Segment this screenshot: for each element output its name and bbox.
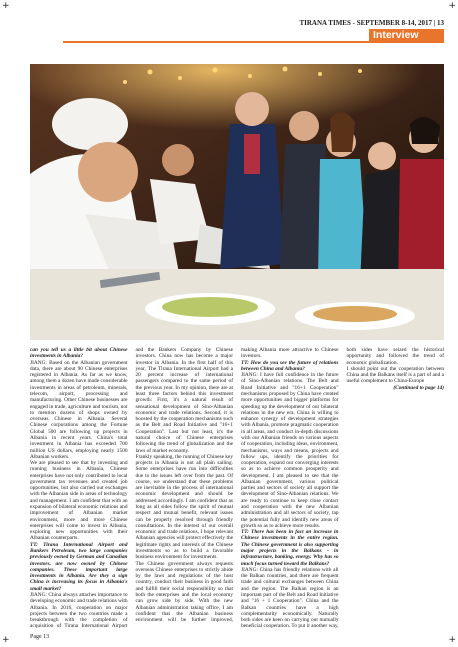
- crop-mark-top-left: +: [2, 1, 10, 11]
- running-head: TIRANA TIMES - SEPTEMBER 8-14, 2017 | 13: [299, 19, 444, 27]
- continuation-note: (Continued to page 14): [393, 384, 444, 391]
- crop-mark-top-right: +: [448, 1, 456, 11]
- answer-paragraph: I should point out the cooperation between China and the Balkans itself is a part of and a useful complement to China-Europe: [346, 365, 444, 385]
- answer-paragraph: JIANG: Based on the Albanian government data, there are about 90 Chinese enterprises registered in Albania. As far as we know, among them a dozen have made considerable investments in areas of petroleum, minerals, telecom, airport, processing and manufacturing. Other Chinese businesses are engaged in trade, agriculture and tourism, not to mention dozens of shops owned by overseas Chinese in Albania. Several Chinese corporations among the Fortune Global 500 are following up projects in Albania in recent years. China's total investment in Albania has exceeded 700 million US dollars, employing nearly 1500 Albanian workers.: [30, 359, 128, 460]
- answer-paragraph: We are pleased to see that by investing and running business in Albania, Chinese enterprises have not only contributed to local government tax revenues and created job opportunities, but also carried out exchanges with the Albanian side in areas of technology and management. I am confident that with an expansion of bilateral economic relations and improvement of Albanian market environment, more and more Chinese enterprises will come to invest in Albania, exploring new opportunities with their Albanian counterparts.: [30, 460, 128, 542]
- photo-illustration: [30, 64, 444, 340]
- question-paragraph: TT: Tirana International Airport and Bankers Petroleum, two large companies previously owned by German and Canadian investors, are now owned by Chinese companies. These important large investments in Albania. Are they a sign China is increasing its focus in Albania's small market?: [30, 541, 128, 592]
- answer-paragraph: JIANG: China has friendly relations with all the Balkan countries, and there are frequent trade and cultural exchanges between China and the region. The Balkan region is an important part of the Belt and Road Initiative and "16 + 1 Cooperation". China and the Balkan countries have a high complementarity economically. Naturally both sides are keen on carrying out mutually beneficial cooperation. To put it another way, both sides have seized the historical opportunity and followed the trend of economic globalization.: [241, 347, 444, 630]
- answer-paragraph: JIANG: China always attaches importance to developing economic and trade relations with Albania. In 2016, cooperation on major projects between the two countries made a breakthrough with the completion of acquisition of Tirana International Airport and the Bankers Company by Chinese investors. China now has become a major investor in Albania. In the first half of this year, The Tirana International Airport had a 20 percent increase of international passengers compared to the same period of the previous year. In my opinion, there are at least three factors behind this investment growth: First, it's a natural result of sensational development of Sino-Albanian economic and trade relations. Second, it is boosted by the cooperation mechanisms such as the Belt and Road Initiative and "16+1 Cooperation". Last but not least, it's the natural choice of Chinese enterprises following the trend of globalization and the laws of market economy.: [30, 347, 233, 630]
- article-body: [30, 347, 444, 631]
- answer-paragraph: Frankly speaking, the running of Chinese key projects in Albania is not all plain sailing. Some enterprises have run into difficulties due to the issues left over from the past. Of course, we understand that these problems are inevitable in the process of international economic development and should be addressed accordingly. I am confident that as long as all sides follow the spirit of mutual respect and mutual benefit, relevant issues can be properly resolved through friendly consultations. In the interest of our overall economic and trade relations, I hope relevant Albanian agencies will protect effectively the legitimate rights and interests of the Chinese investments so as to build a favorable business environment for investments.: [135, 453, 234, 561]
- answer-paragraph: The Chinese government always requests overseas Chinese enterprises to strictly abide by the laws and regulations of the host country, conduct their business in good faith and fulfill their social responsibility so that both the enterprises and the local economy can grow side by side. With the new Albanian administration taking office, I am confident that the Albanian business environment will be further improved, making Albania more attractive to Chinese investors.: [135, 347, 339, 624]
- answer-paragraph: JIANG: I have full confidence in the future of Sino-Albanian relations. The Belt and Road Initiative and "16+1 Cooperation" mechanisms proposed by China have created more opportunities and bigger platforms for speeding up the development of our bilateral relations in the new era. China is willing to enhance synergy of development strategies with Albania, promote pragmatic cooperation in all areas, and conduct in-depth discussions with our Albanian friends on various aspects of cooperation, including ideas, environment, mechanisms, ways and means, projects and follow ups, identify the priorities for cooperation, expand our converging interests so as to achieve common prosperity and development. I am pleased to see that the Albanian government, various political parties and sectors of society all support the development of Sino-Albanian relations. We are ready to continue to keep close contact and cooperation with the new Albanian administration and all sectors of society, tap the potential fully and identify new areas of growth so as to achieve more results.: [241, 372, 339, 529]
- section-label: Interview: [369, 29, 444, 42]
- page-number: Page 13: [30, 634, 50, 640]
- crop-mark-bottom-left: +: [2, 635, 10, 645]
- question-paragraph: can you tell us a little bit about Chinese investments in Albania?: [30, 347, 128, 360]
- crop-mark-bottom-right: +: [448, 635, 456, 645]
- question-paragraph: TT: There has been in fact an increase in Chinese investments in the entire region. The Chinese government is also supporting major projects in the Balkans - in infrastructure, banking, energy. Why has so much focus turned toward the Balkans?: [241, 529, 339, 567]
- article-photo: [30, 64, 444, 340]
- question-paragraph: TT: How do you see the future of relations between China and Albania?: [241, 359, 339, 372]
